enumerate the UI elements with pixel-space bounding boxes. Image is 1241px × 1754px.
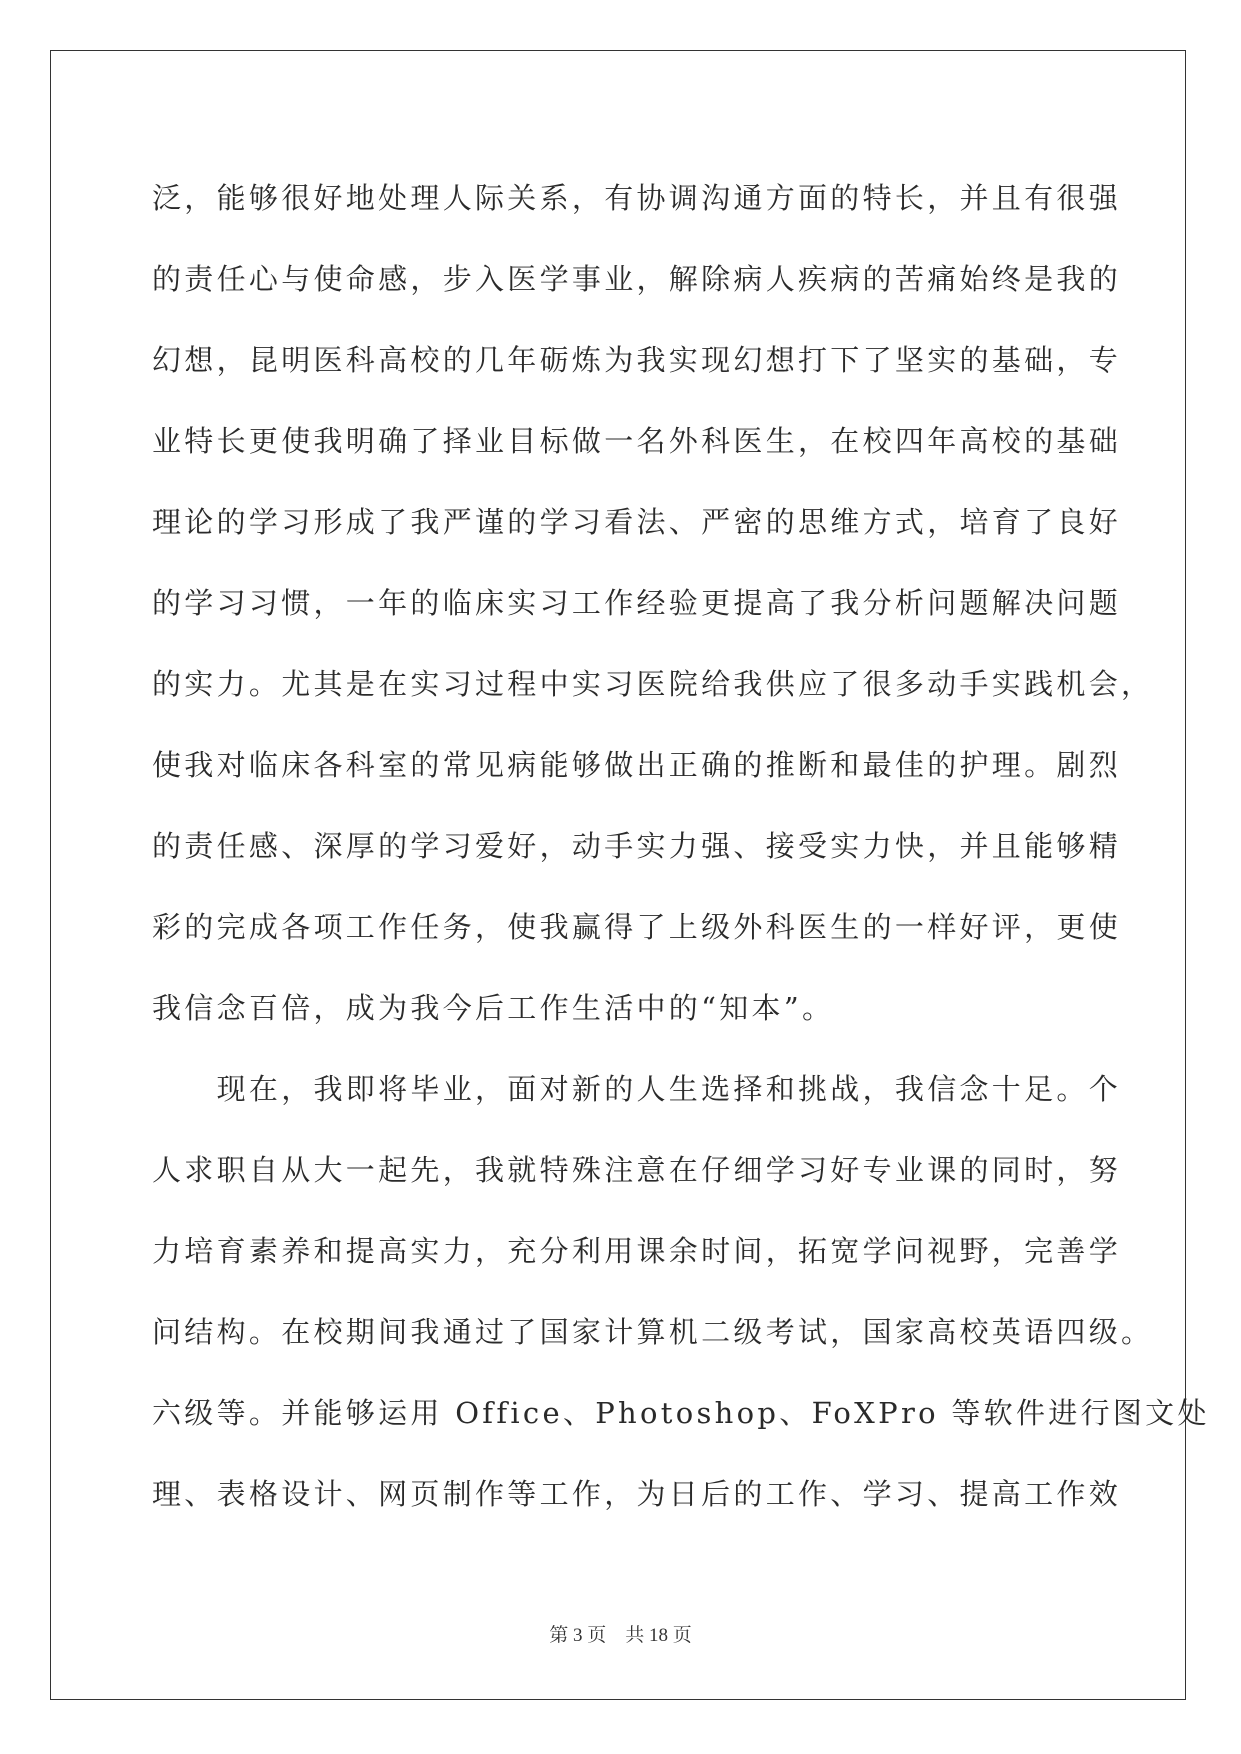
document-body	[152, 158, 1210, 1535]
text-line: 的责任心与使命感，步入医学事业，解除病人疾病的苦痛始终是我的	[152, 262, 1122, 296]
text-line: 的责任感、深厚的学习爱好，动手实力强、接受实力快，并且能够精	[152, 829, 1122, 863]
text-line: 的学习习惯，一年的临床实习工作经验更提高了我分析问题解决问题	[152, 586, 1122, 620]
text-line: 力培育素养和提高实力，充分利用课余时间，拓宽学问视野，完善学	[152, 1234, 1122, 1268]
page-number: 第 3 页 共 18 页	[549, 1625, 692, 1646]
text-line: 的实力。尤其是在实习过程中实习医院给我供应了很多动手实践机会，	[152, 667, 1154, 701]
text-line: 人求职自从大一起先，我就特殊注意在仔细学习好专业课的同时，努	[152, 1153, 1122, 1187]
text-line: 泛，能够很好地处理人际关系，有协调沟通方面的特长，并且有很强	[152, 181, 1122, 215]
text-line: 彩的完成各项工作任务，使我赢得了上级外科医生的一样好评，更使	[152, 910, 1122, 944]
text-line: 现在，我即将毕业，面对新的人生选择和挑战，我信念十足。个	[152, 1072, 1122, 1106]
text-line: 问结构。在校期间我通过了国家计算机二级考试，国家高校英语四级。	[152, 1315, 1154, 1349]
text-line: 幻想，昆明医科高校的几年砺炼为我实现幻想打下了坚实的基础，专	[152, 343, 1122, 377]
text-line: 理论的学习形成了我严谨的学习看法、严密的思维方式，培育了良好	[152, 505, 1122, 539]
text-line: 理、表格设计、网页制作等工作，为日后的工作、学习、提高工作效	[152, 1477, 1122, 1511]
text-line: 六级等。并能够运用 Office、Photoshop、FoXPro 等软件进行图文处	[152, 1396, 1210, 1430]
text-line: 业特长更使我明确了择业目标做一名外科医生，在校四年高校的基础	[152, 424, 1122, 458]
text-line: 使我对临床各科室的常见病能够做出正确的推断和最佳的护理。剧烈	[152, 748, 1122, 782]
text-line: 我信念百倍，成为我今后工作生活中的“知本”。	[152, 991, 835, 1025]
